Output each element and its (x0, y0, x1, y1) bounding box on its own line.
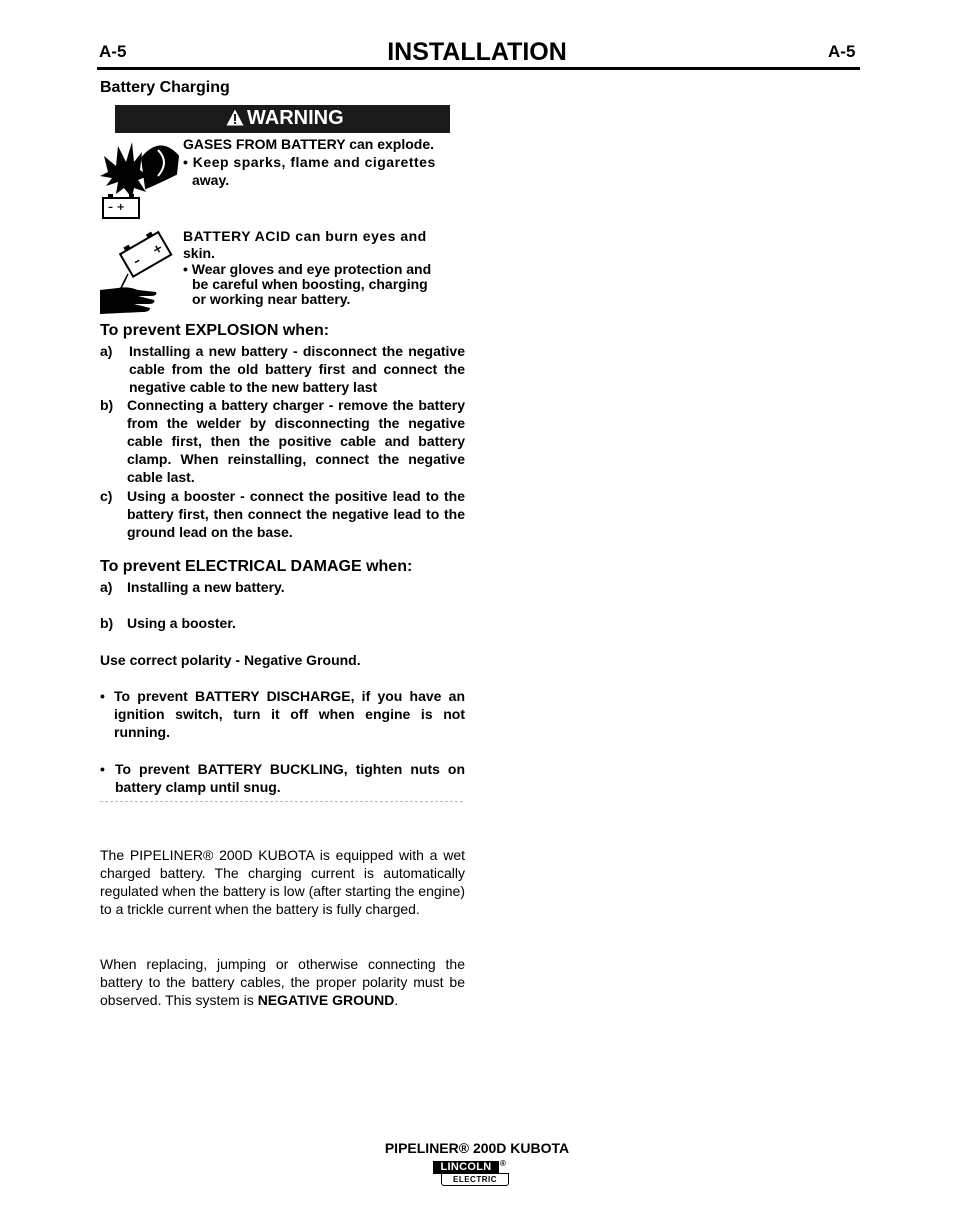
gases-heading: GASES FROM BATTERY can explode. (183, 136, 435, 152)
gases-bullet-line1: • Keep sparks, flame and cigarettes (183, 154, 436, 170)
list-item (100, 614, 465, 632)
header-rule (97, 67, 860, 70)
explosion-icon (98, 136, 182, 220)
page-title: INSTALLATION (387, 38, 567, 66)
bullet-mark: • (100, 688, 105, 704)
list-item-label: b) (100, 397, 114, 413)
intro-paragraph: The PIPELINER® 200D KUBOTA is equipped with a wet charged battery. The charging current is automatically regulated when the battery is low (after starting the engine) to a trickle current when the battery is fully charged. (100, 847, 465, 917)
warning-banner (115, 105, 450, 133)
list-item-text: To prevent BATTERY DISCHARGE, if you have an ignition switch, turn it off when engine is not running. (114, 688, 465, 740)
list-item (100, 760, 465, 796)
list-item (100, 342, 465, 396)
acid-bullet-line2: be careful when boosting, charging (192, 276, 428, 292)
list-item-text: Installing a new battery. (127, 579, 285, 595)
list-item (100, 578, 465, 596)
electrical-heading: To prevent ELECTRICAL DAMAGE when: (100, 558, 413, 575)
logo-registered-mark: ® (500, 1159, 506, 1168)
acid-bullet-line3: or working near battery. (192, 291, 351, 307)
acid-heading-line1: BATTERY ACID can burn eyes and (183, 228, 427, 244)
page-number-left: A-5 (99, 42, 127, 61)
logo-bottom-text: ELECTRIC (441, 1173, 509, 1186)
lincoln-electric-logo (433, 1161, 509, 1186)
list-item (100, 687, 465, 741)
polarity-note: Use correct polarity - Negative Ground. (100, 652, 361, 668)
section-divider (100, 801, 463, 802)
list-item (100, 487, 465, 541)
bullet-mark: • (100, 761, 105, 777)
polarity-paragraph-text: When replacing, jumping or otherwise connecting the battery to the battery cables, the proper polarity must be observed. This system is (100, 956, 465, 1008)
battery-acid-hand-icon (98, 230, 182, 316)
section-title: Battery Charging (100, 79, 230, 96)
list-item-text: Using a booster - connect the positive lead to the battery first, then connect the negative lead to the ground lead on the base. (127, 488, 465, 540)
list-item-text: Using a booster. (127, 615, 236, 631)
acid-bullet-line1: • Wear gloves and eye protection and (183, 261, 432, 277)
footer-model: PIPELINER® 200D KUBOTA (384, 1140, 570, 1156)
gases-bullet-line2: away. (192, 172, 230, 188)
polarity-paragraph (100, 955, 465, 1009)
list-item-text: To prevent BATTERY BUCKLING, tighten nuts on battery clamp until snug. (115, 761, 465, 795)
list-item (100, 396, 465, 486)
list-item-text: Connecting a battery charger - remove the battery from the welder by disconnecting the negative cable first, then the positive cable and battery clamp. When reinstalling, connect the negative cable last. (127, 397, 465, 485)
page-number-right: A-5 (828, 42, 856, 61)
list-item-label: c) (100, 488, 113, 504)
acid-heading-line2: skin. (183, 245, 215, 261)
polarity-paragraph-end: . (394, 992, 399, 1008)
logo-top-text: LINCOLN (433, 1161, 499, 1174)
negative-ground-emphasis: NEGATIVE GROUND (257, 992, 395, 1008)
warning-label: WARNING (247, 107, 344, 129)
explosion-heading: To prevent EXPLOSION when: (100, 322, 330, 339)
svg-text:+: + (149, 240, 166, 258)
list-item-text: Installing a new battery - disconnect the negative cable from the old battery first and connect the negative cable to the new battery last (129, 343, 465, 395)
list-item-label: b) (100, 615, 114, 631)
list-item-label: a) (100, 579, 113, 595)
list-item-label: a) (100, 343, 113, 359)
warning-triangle-icon (226, 109, 244, 126)
svg-text:–: – (130, 253, 143, 269)
battery-terminal-labels: – + (108, 202, 125, 213)
